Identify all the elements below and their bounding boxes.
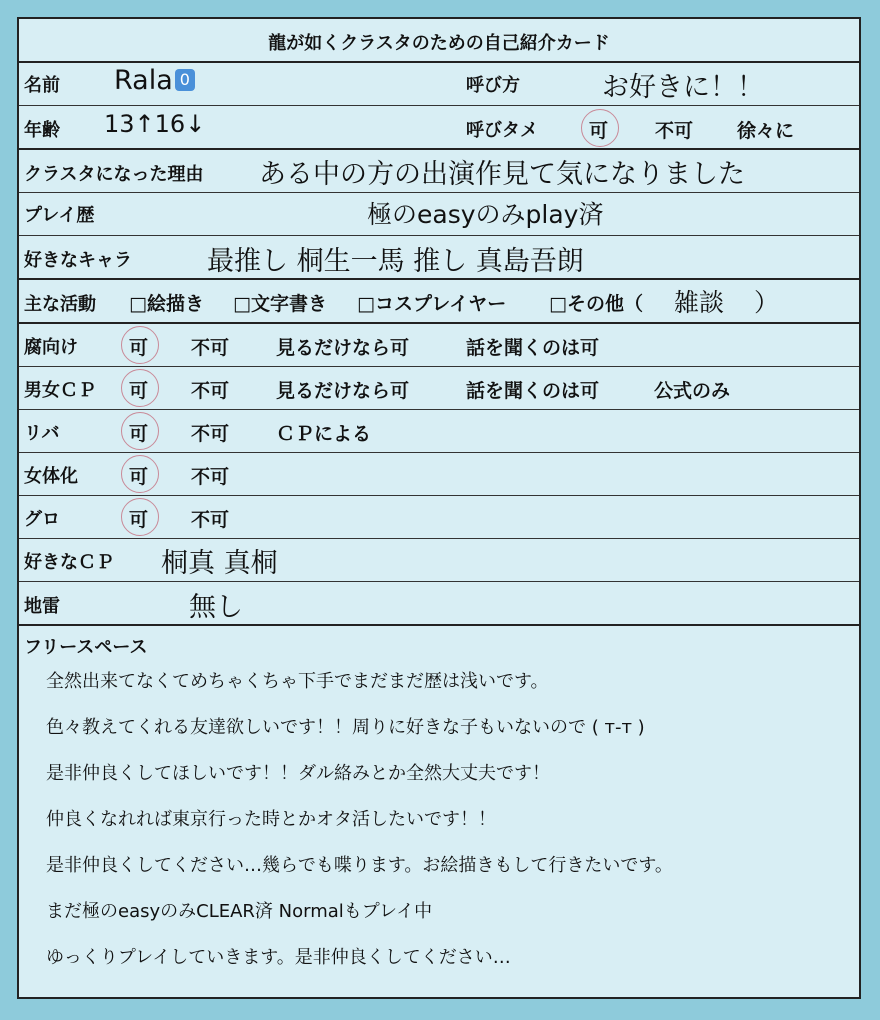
activity-close-paren: ） xyxy=(754,288,780,317)
profile-card xyxy=(17,17,861,999)
fujo-option-ka: 可 xyxy=(129,337,149,359)
chara-row xyxy=(19,236,859,280)
nyotai-option-fuka: 不可 xyxy=(191,466,230,488)
reason-row xyxy=(19,150,859,193)
guro-row xyxy=(19,496,859,539)
free-line: 是非仲良くしてください…幾らでも喋ります。お絵描きもして行きたいです。 xyxy=(46,855,673,876)
activity-option-drawing: □絵描き xyxy=(129,293,204,315)
cp-row xyxy=(19,539,859,582)
free-line: ゆっくりプレイしていきます。是非仲良くしてください… xyxy=(46,947,511,968)
name-row xyxy=(19,63,859,106)
name-label: 名前 xyxy=(24,75,60,96)
cp-value: 桐真 真桐 xyxy=(161,548,278,579)
jirai-label: 地雷 xyxy=(24,596,60,617)
age-row xyxy=(19,106,859,150)
free-line: まだ極のeasyのみCLEAR済 Normalもプレイ中 xyxy=(46,901,433,922)
guro-option-fuka: 不可 xyxy=(191,509,230,531)
activity-other-value: 雑談 xyxy=(674,288,725,317)
jirai-row xyxy=(19,582,859,626)
card-title: 龍が如くクラスタのための自己紹介カード xyxy=(268,33,610,54)
danjo-option-koushiki: 公式のみ xyxy=(654,380,731,402)
danjo-option-miru: 見るだけなら可 xyxy=(276,380,410,402)
free-label: フリースペース xyxy=(24,637,148,658)
nyotai-row xyxy=(19,453,859,496)
chara-value: 最推し 桐生一馬 推し 真島吾朗 xyxy=(207,246,584,277)
play-value: 極のeasyのみplay済 xyxy=(367,200,604,229)
zero-emoji-icon: 0 xyxy=(175,69,195,91)
fujo-option-miru: 見るだけなら可 xyxy=(276,337,410,359)
name-value xyxy=(114,65,195,96)
yobikata-label: 呼び方 xyxy=(466,75,520,96)
activity-option-cosplay: □コスプレイヤー xyxy=(357,293,507,315)
title-row xyxy=(19,19,859,63)
fujo-option-kiku: 話を聞くのは可 xyxy=(466,337,600,359)
riba-option-fuka: 不可 xyxy=(191,423,230,445)
reason-label: クラスタになった理由 xyxy=(24,164,204,185)
nyotai-option-ka: 可 xyxy=(129,466,149,488)
fujo-option-fuka: 不可 xyxy=(191,337,230,359)
jirai-value: 無し xyxy=(189,592,243,623)
fujo-label: 腐向け xyxy=(24,337,78,358)
riba-option-cp: ＣＰによる xyxy=(276,423,372,445)
yobitame-label: 呼びタメ xyxy=(466,120,538,141)
free-line: 仲良くなれれば東京行った時とかオタ活したいです！！ xyxy=(46,809,496,830)
activity-row xyxy=(19,280,859,324)
age-label: 年齢 xyxy=(24,120,60,141)
free-line: 全然出来てなくてめちゃくちゃ下手でまだまだ歴は浅いです。 xyxy=(46,671,549,692)
fujo-row xyxy=(19,324,859,367)
free-line: 色々教えてくれる友達欲しいです！！周りに好きな子もいないので ( т-т ) xyxy=(46,717,645,738)
play-row xyxy=(19,193,859,236)
cp-label: 好きなＣＰ xyxy=(24,552,114,573)
guro-option-ka: 可 xyxy=(129,509,149,531)
activity-label: 主な活動 xyxy=(24,294,96,315)
yobitame-option-fuka: 不可 xyxy=(655,120,694,142)
age-value: 13↑16↓ xyxy=(104,110,206,138)
danjo-option-kiku: 話を聞くのは可 xyxy=(466,380,600,402)
riba-option-ka: 可 xyxy=(129,423,149,445)
yobikata-value: お好きに！！ xyxy=(602,72,764,103)
chara-label: 好きなキャラ xyxy=(24,250,132,271)
riba-label: リバ xyxy=(24,423,60,444)
play-label: プレイ歴 xyxy=(24,205,95,226)
activity-option-writing: □文字書き xyxy=(233,293,327,315)
danjo-option-ka: 可 xyxy=(129,380,149,402)
free-line: 是非仲良くしてほしいです！！ダル絡みとか全然大丈夫です！ xyxy=(46,763,550,784)
reason-value: ある中の方の出演作見て気になりました xyxy=(259,159,745,190)
nyotai-label: 女体化 xyxy=(24,466,78,487)
guro-label: グロ xyxy=(24,509,60,530)
danjo-row xyxy=(19,367,859,410)
yobitame-option-ka: 可 xyxy=(589,120,609,142)
activity-option-other: □その他（ xyxy=(549,293,643,315)
danjo-label: 男女ＣＰ xyxy=(24,380,96,401)
riba-row xyxy=(19,410,859,453)
name-text: Rala xyxy=(114,65,173,96)
danjo-option-fuka: 不可 xyxy=(191,380,230,402)
yobitame-option-jojoni: 徐々に xyxy=(737,120,795,142)
